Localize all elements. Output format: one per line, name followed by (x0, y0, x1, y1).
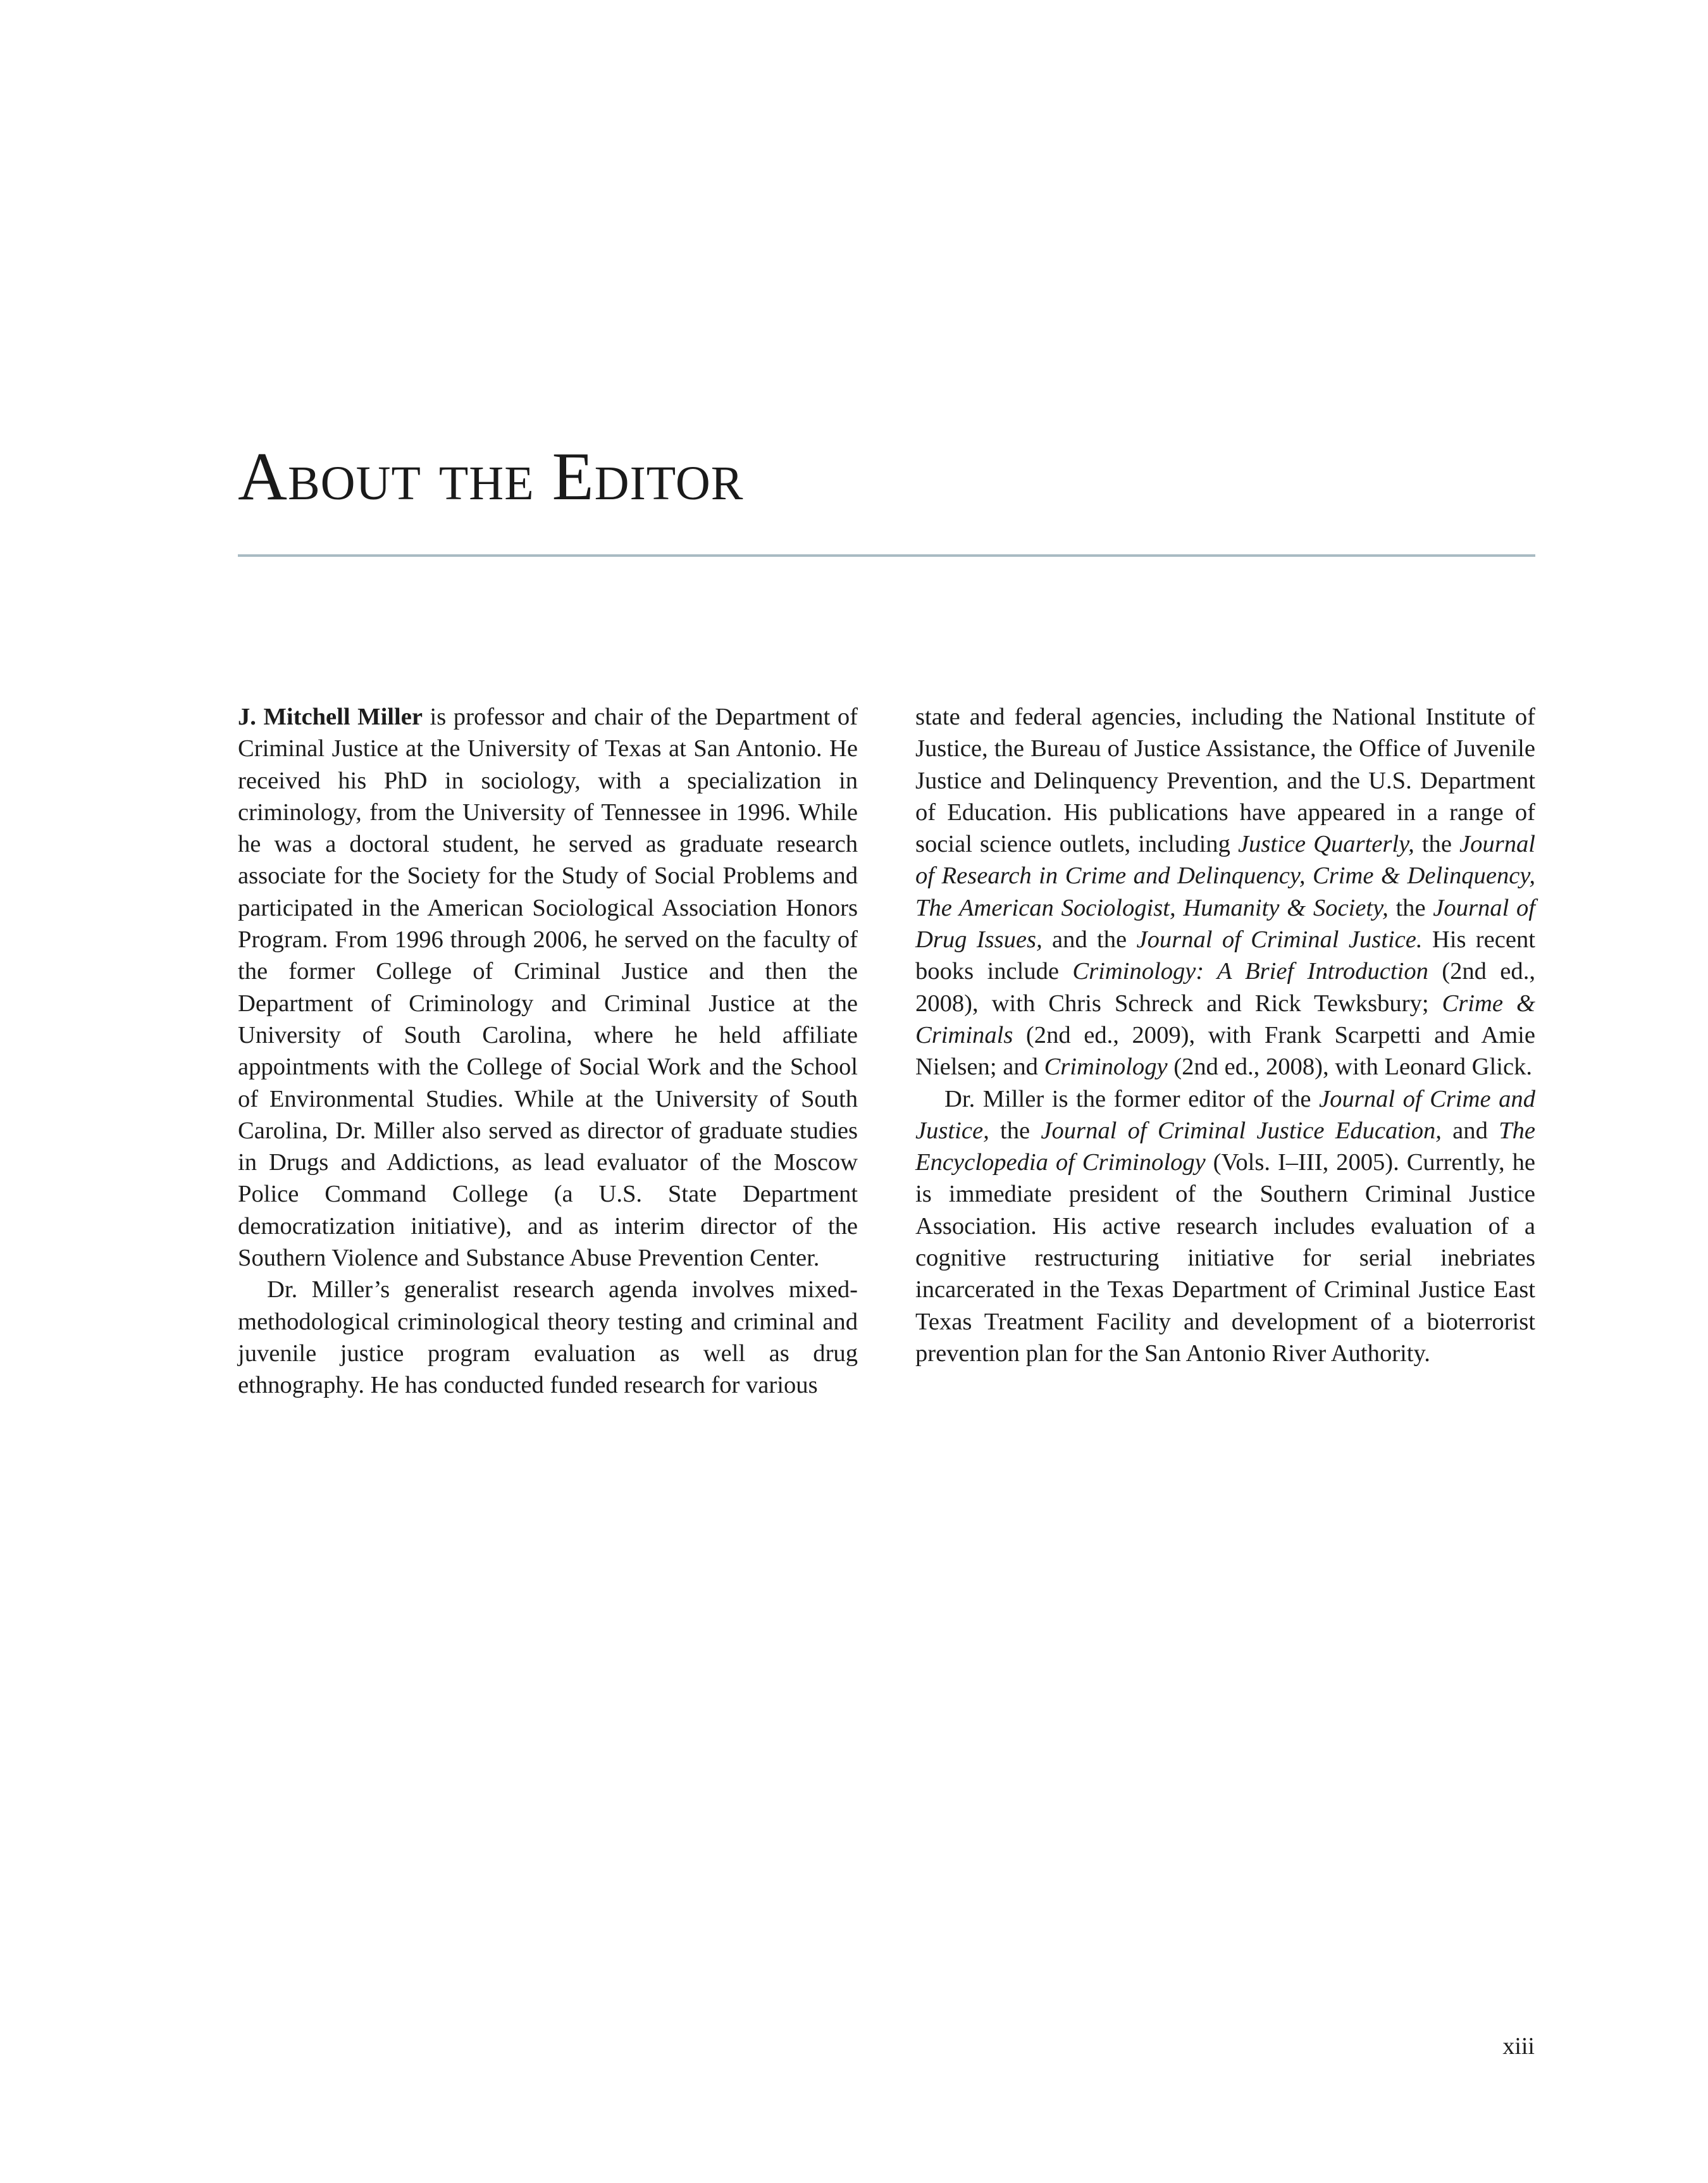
journal-title: Justice Quarterly, (1237, 831, 1414, 858)
text-span: and (1441, 1117, 1499, 1144)
journal-title: Journal of Research in Crime and Delinquency, Crime & Delinquency, The American Sociologist, Humanity & Society, (915, 831, 1536, 921)
text-span: the (989, 1117, 1041, 1144)
biography-paragraph-3 (915, 1083, 1535, 1370)
right-column (915, 701, 1535, 1369)
book-title: Criminology: A Brief Introduction (1072, 958, 1428, 985)
journal-title: Journal of Criminal Justice. (1136, 926, 1423, 954)
text-span: and the (1042, 926, 1137, 954)
book-title: Criminology (1044, 1054, 1168, 1081)
editor-name: J. Mitchell Miller (238, 704, 423, 730)
page-heading: About the Editor (238, 439, 744, 514)
text-span: Dr. Miller’s generalist research agenda involves mixed-methodological criminological theory testing and criminal and juvenile justice program evaluation as well as drug ethnography. He has conducted funded research for various (238, 1276, 858, 1399)
page-number: xiii (1502, 2033, 1535, 2060)
biography-paragraph-1 (238, 701, 858, 1274)
book-title: Crime & Criminals (915, 990, 1535, 1048)
text-span: (2nd ed., 2008), with Leonard Glick. (1167, 1054, 1533, 1081)
text-span: state and federal agencies, including the National Institute of Justice, the Bureau of Justice Assistance, the Office of Juvenile Justice and Delinquency Prevention, and the U.S. Department of Education. His publications have appeared in a range of social science outlets, including (915, 704, 1535, 858)
journal-title: Journal of Criminal Justice Education, (1041, 1117, 1442, 1144)
heading-divider (238, 554, 1535, 557)
text-span: (2nd ed., 2008), with Chris Schreck and Rick Tewksbury; (915, 958, 1535, 1017)
left-column (238, 701, 858, 1402)
journal-title: Journal of Drug Issues, (915, 894, 1535, 954)
book-title: The Encyclopedia of Criminology (915, 1117, 1535, 1176)
biography-paragraph-2 (238, 1274, 858, 1401)
journal-title: Journal of Crime and Justice, (915, 1085, 1535, 1144)
text-span: is professor and chair of the Department of Criminal Justice at the University of Texas at San Antonio. He received his PhD in sociology, with a specialization in criminology, from the University of Tennessee in 1996. While he was a doctoral student, he served as graduate research associate for the Society for the Study of Social Problems and participated in the American Sociological Association Honors Program. From 1996 through 2006, he served on the faculty of the former College of Criminal Justice and then the Department of Criminology and Criminal Justice at the University of South Carolina, where he held affiliate appointments with the College of Social Work and the School of Environmental Studies. While at the University of South Carolina, Dr. Miller also served as director of graduate studies in Drugs and Addictions, as lead evaluator of the Moscow Police Command College (a U.S. State Department democratization initiative), and as interim director of the Southern Violence and Substance Abuse Prevention Center. (238, 704, 858, 1272)
text-span: Dr. Miller is the former editor of the (944, 1085, 1320, 1112)
text-span: (2nd ed., 2009), with Frank Scarpetti and Amie Nielsen; and (915, 1021, 1535, 1081)
biography-paragraph-2-continued (915, 701, 1535, 1083)
text-span: His recent books include (915, 926, 1536, 985)
text-span: (Vols. I–III, 2005). Currently, he is immediate president of the Southern Criminal Justice Association. His active research includes evaluation of a cognitive restructuring initiative for serial inebriates incarcerated in the Texas Department of Criminal Justice East Texas Treatment Facility and development of a bioterrorist prevention plan for the San Antonio River Authority. (915, 1149, 1535, 1367)
text-span: the (1414, 831, 1459, 858)
text-span: the (1388, 894, 1433, 921)
